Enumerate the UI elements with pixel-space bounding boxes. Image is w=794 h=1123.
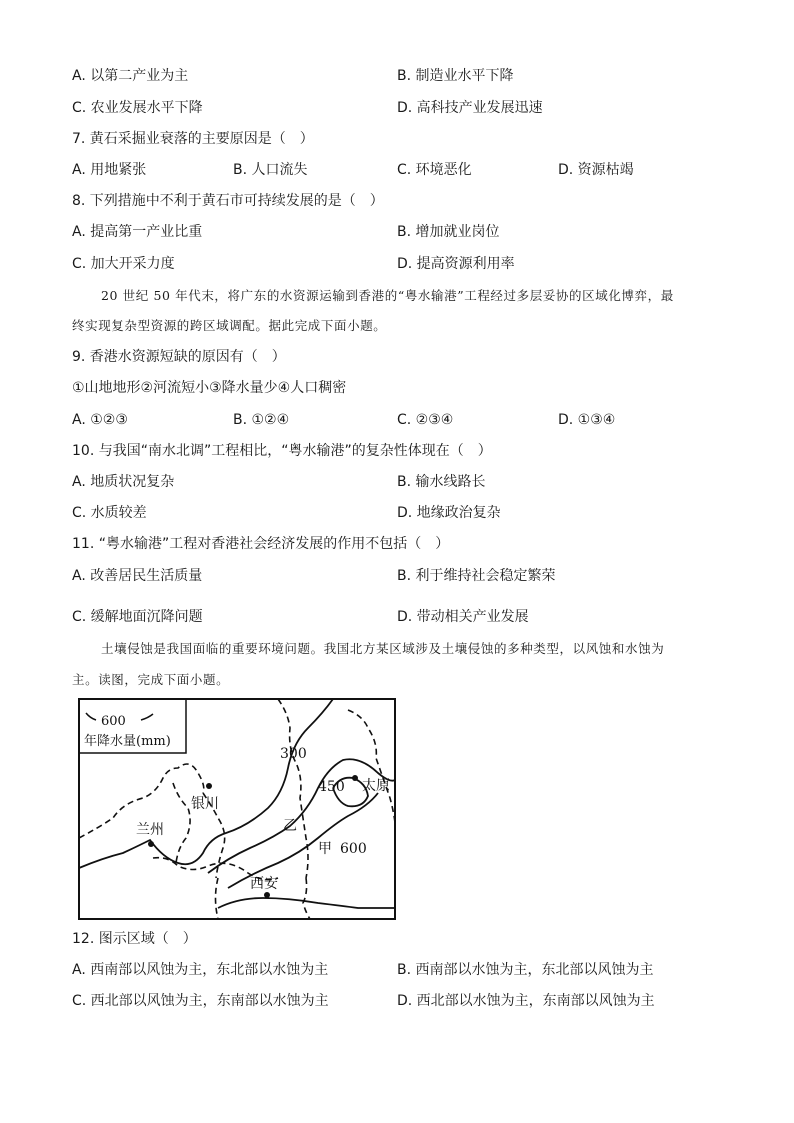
region-label-yi: 乙 bbox=[283, 818, 297, 834]
q8-option-a: A. 提高第一产业比重 bbox=[72, 224, 203, 240]
q9-option-d: D. ①③④ bbox=[558, 412, 616, 428]
q6-option-a: A. 以第二产业为主 bbox=[72, 68, 189, 84]
q11-option-c: C. 缓解地面沉降问题 bbox=[72, 609, 203, 625]
q7-option-b: B. 人口流失 bbox=[233, 162, 308, 178]
q10-stem: 10. 与我国“南水北调”工程相比，“粤水输港”的复杂性体现在（ ） bbox=[72, 443, 492, 459]
passage2-line2: 主。读图，完成下面小题。 bbox=[72, 672, 230, 687]
q12-option-b: B. 西南部以水蚀为主，东北部以风蚀为主 bbox=[397, 962, 654, 978]
passage2-line1: 土壤侵蚀是我国面临的重要环境问题。我国北方某区域涉及土壤侵蚀的多种类型，以风蚀和水蚀为 bbox=[101, 641, 665, 656]
q10-option-b: B. 输水线路长 bbox=[397, 474, 486, 490]
city-label-lanzhou: 兰州 bbox=[136, 822, 164, 838]
q12-option-d: D. 西北部以水蚀为主，东南部以风蚀为主 bbox=[397, 993, 655, 1009]
q11-option-b: B. 利于维持社会稳定繁荣 bbox=[397, 568, 556, 584]
q6-option-b: B. 制造业水平下降 bbox=[397, 68, 514, 84]
q8-option-d: D. 提高资源利用率 bbox=[397, 256, 515, 272]
q9-option-c: C. ②③④ bbox=[397, 412, 454, 428]
isohyet-lines bbox=[79, 699, 395, 908]
legend-isoline-right bbox=[141, 714, 153, 720]
legend-isoline-left bbox=[86, 713, 96, 720]
q6-option-c: C. 农业发展水平下降 bbox=[72, 100, 203, 116]
q8-stem: 8. 下列措施中不利于黄石市可持续发展的是（ ） bbox=[72, 193, 384, 209]
q7-option-d: D. 资源枯竭 bbox=[558, 162, 634, 178]
q10-option-c: C. 水质较差 bbox=[72, 505, 147, 521]
boundary-yinchuan-west bbox=[173, 783, 190, 863]
q9-stem: 9. 香港水资源短缺的原因有（ ） bbox=[72, 349, 286, 365]
city-dot-taiyuan bbox=[352, 775, 358, 781]
q6-option-d: D. 高科技产业发展迅速 bbox=[397, 100, 543, 116]
boundary-south-west bbox=[216, 878, 219, 919]
passage1-line1: 20 世纪 50 年代末，将广东的水资源运输到香港的“粤水输港”工程经过多层妥协的区域化博弈，最 bbox=[101, 288, 674, 303]
precipitation-map bbox=[78, 698, 396, 920]
q7-option-a: A. 用地紧张 bbox=[72, 162, 147, 178]
city-label-xian: 西安 bbox=[250, 876, 278, 892]
boundary-central-south bbox=[303, 878, 310, 919]
q9-option-a: A. ①②③ bbox=[72, 412, 128, 428]
city-dot-yinchuan bbox=[206, 783, 212, 789]
q10-option-a: A. 地质状况复杂 bbox=[72, 474, 175, 490]
isohyet-south bbox=[218, 898, 395, 908]
legend-value: 600 bbox=[101, 714, 126, 729]
region-label-jia: 甲 bbox=[318, 841, 332, 857]
q7-option-c: C. 环境恶化 bbox=[397, 162, 472, 178]
city-dot-lanzhou bbox=[148, 841, 154, 847]
city-label-taiyuan: 太原 bbox=[362, 778, 390, 794]
q12-option-a: A. 西南部以风蚀为主，东北部以水蚀为主 bbox=[72, 962, 329, 978]
q11-stem: 11. “粤水输港”工程对香港社会经济发展的作用不包括（ ） bbox=[72, 536, 450, 552]
q10-option-d: D. 地缘政治复杂 bbox=[397, 505, 501, 521]
isohyet-label-300: 300 bbox=[280, 746, 307, 762]
q8-option-b: B. 增加就业岗位 bbox=[397, 224, 500, 240]
province-boundaries bbox=[79, 699, 395, 919]
map-frame bbox=[79, 699, 395, 919]
boundary-central bbox=[278, 699, 308, 878]
q9-factors: ①山地地形②河流短小③降水量少④人口稠密 bbox=[72, 380, 347, 396]
city-dot-xian bbox=[264, 892, 270, 898]
passage1-line2: 终实现复杂型资源的跨区域调配。据此完成下面小题。 bbox=[72, 318, 387, 333]
isohyet-label-600: 600 bbox=[340, 841, 367, 857]
q11-option-d: D. 带动相关产业发展 bbox=[397, 609, 529, 625]
legend-label: 年降水量(mm) bbox=[84, 734, 171, 749]
q12-option-c: C. 西北部以风蚀为主，东南部以水蚀为主 bbox=[72, 993, 329, 1009]
q12-stem: 12. 图示区域（ ） bbox=[72, 931, 197, 947]
q7-stem: 7. 黄石采掘业衰落的主要原因是（ ） bbox=[72, 131, 314, 147]
q11-option-a: A. 改善居民生活质量 bbox=[72, 568, 203, 584]
isohyet-450 bbox=[208, 759, 395, 873]
city-label-yinchuan: 银川 bbox=[191, 796, 219, 812]
q9-option-b: B. ①②④ bbox=[233, 412, 290, 428]
q8-option-c: C. 加大开采力度 bbox=[72, 256, 175, 272]
isohyet-label-450: 450 bbox=[318, 779, 345, 795]
